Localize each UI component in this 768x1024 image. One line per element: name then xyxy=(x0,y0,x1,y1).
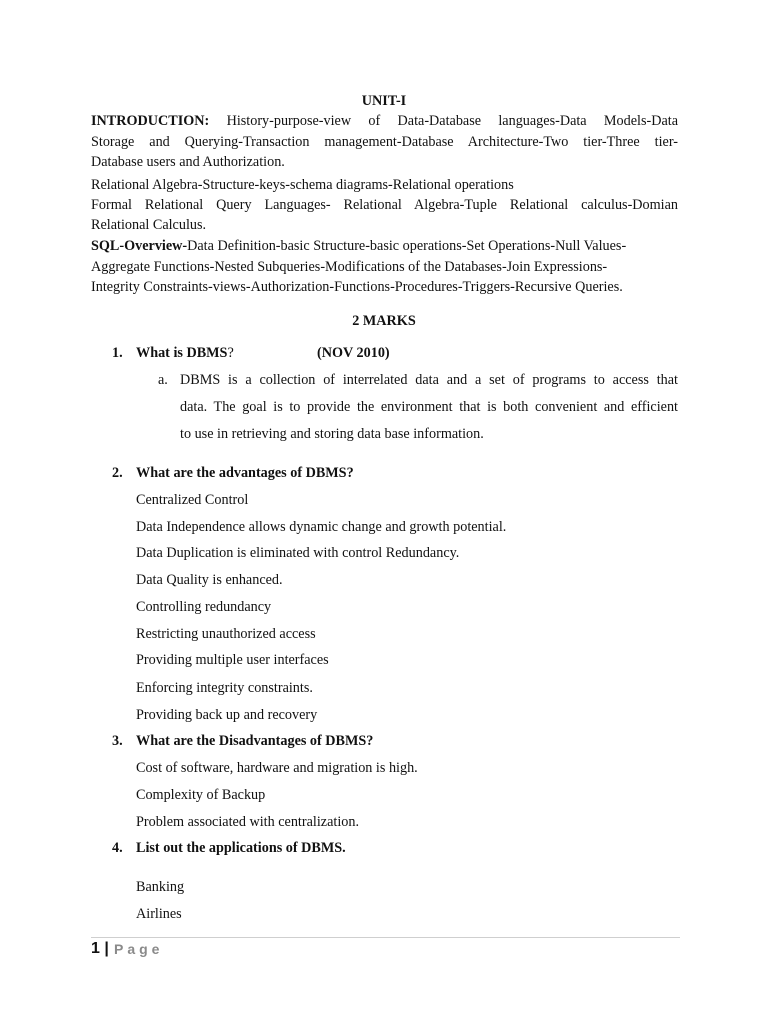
q4-number: 4. xyxy=(112,840,123,856)
q3-number: 3. xyxy=(112,733,123,749)
list-item: Providing back up and recovery xyxy=(136,707,318,723)
q1-tag: (NOV 2010) xyxy=(317,345,390,361)
q2-number: 2. xyxy=(112,465,123,481)
sql-label: SQL-Overview- xyxy=(91,238,188,254)
list-item: Providing multiple user interfaces xyxy=(136,652,329,668)
list-item: Controlling redundancy xyxy=(136,599,272,615)
list-item: Centralized Control xyxy=(136,492,249,508)
list-item: Banking xyxy=(136,879,185,895)
list-item: Complexity of Backup xyxy=(136,787,266,803)
sql-text-1: Data Definition-basic Structure-basic operations-Set Operations-Null Values- xyxy=(187,238,627,254)
q2-title: What are the advantages of DBMS? xyxy=(136,465,354,481)
sql-line-3: Integrity Constraints-views-Authorization-Functions-Procedures-Triggers-Recursive Queries. xyxy=(91,279,623,295)
intro-line-1 xyxy=(91,111,678,132)
q1-answer-marker: a. xyxy=(158,372,168,388)
list-item: Airlines xyxy=(136,906,182,922)
page-separator: | xyxy=(104,940,109,957)
q3-title: What are the Disadvantages of DBMS? xyxy=(136,733,374,749)
q1-question xyxy=(136,345,234,362)
footer-divider xyxy=(91,937,680,938)
page-number-group xyxy=(91,940,109,958)
formal-line-2: Relational Calculus. xyxy=(91,217,207,233)
marks-heading: 2 MARKS xyxy=(352,313,416,329)
list-item: Data Duplication is eliminated with control Redundancy. xyxy=(136,545,460,561)
intro-line-2: Storage and Querying-Transaction management-Database Architecture-Two tier-Three tier- xyxy=(91,134,678,150)
q1-answer-line-1: DBMS is a collection of interrelated data and a set of programs to access that xyxy=(180,372,678,388)
unit-title: UNIT-I xyxy=(361,93,407,109)
list-item: Restricting unauthorized access xyxy=(136,626,316,642)
q1-number: 1. xyxy=(112,345,123,361)
sql-line-2: Aggregate Functions-Nested Subqueries-Modifications of the Databases-Join Expressions- xyxy=(91,259,608,275)
intro-label: INTRODUCTION: xyxy=(91,113,210,129)
page-number: 1 xyxy=(91,940,100,957)
q1-answer-line-3: to use in retrieving and storing data base information. xyxy=(180,426,484,442)
relational-line: Relational Algebra-Structure-keys-schema diagrams-Relational operations xyxy=(91,177,514,193)
sql-line-1 xyxy=(91,236,678,257)
q4-title: List out the applications of DBMS. xyxy=(136,840,346,856)
intro-text-1: History-purpose-view of Data-Database languages-Data Models-Data xyxy=(226,113,678,129)
intro-line-3: Database users and Authorization. xyxy=(91,154,285,170)
list-item: Data Quality is enhanced. xyxy=(136,572,283,588)
list-item: Problem associated with centralization. xyxy=(136,814,359,830)
list-item: Data Independence allows dynamic change and growth potential. xyxy=(136,519,507,535)
q1-qmark: ? xyxy=(227,345,234,361)
list-item: Cost of software, hardware and migration is high. xyxy=(136,760,418,776)
page-label: Page xyxy=(114,941,164,957)
q1-answer-line-2: data. The goal is to provide the environment that is both convenient and efficient xyxy=(180,399,678,415)
q1-title: What is DBMS xyxy=(136,345,228,361)
formal-line-1: Formal Relational Query Languages- Relational Algebra-Tuple Relational calculus-Domian xyxy=(91,197,678,213)
list-item: Enforcing integrity constraints. xyxy=(136,680,313,696)
